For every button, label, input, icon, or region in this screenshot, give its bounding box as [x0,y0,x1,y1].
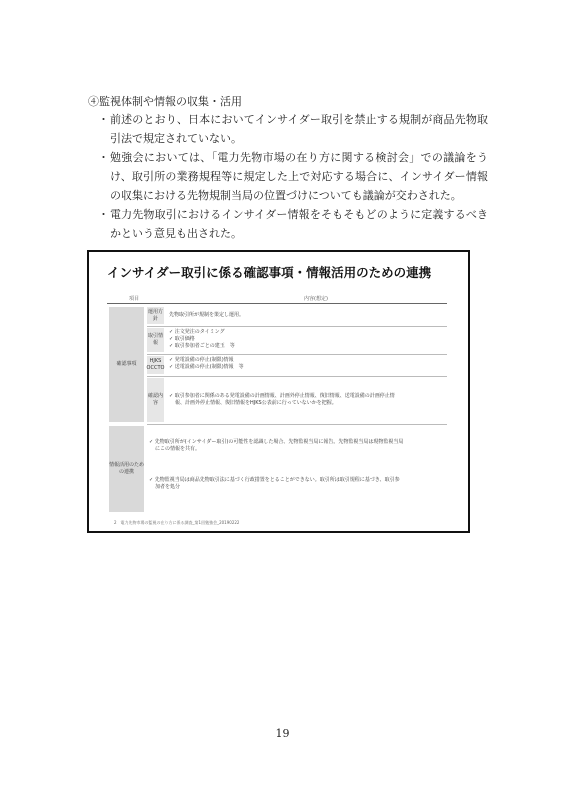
bullet-text: 勉強会においては、「電力先物市場の在り方に関する検討会」での議論をうけ、取引所の業務規程等に規定した上で対応する場合に、インサイダー情報の収集における先物規制当局の位置づけについても議論が交わされた。 [110,151,488,202]
category-confirm-label: 確認事項 [116,361,137,367]
subcategory-cell [147,328,164,352]
link-content [149,477,400,491]
content-line: 報、計画外停止情報、復旧情報をHJKS公表前に行っていないかを把握。 [175,400,337,406]
content-line: ✓ 取引参加者ごとの建玉 等 [169,343,235,349]
row-divider [147,424,447,425]
bullet-item [98,110,488,148]
bullet-mark: ・ [98,113,109,126]
row-content [169,393,395,407]
bullet-mark: ・ [98,208,109,221]
subcategory-cell [147,356,164,374]
subcategory-label: 取引情報 [147,333,163,346]
category-link-cell [109,426,144,512]
subcategory-label: 確認内容 [147,393,163,406]
category-confirm-cell [109,307,144,422]
slide-footnote: 2 電力先物市場の監視の在り方に係る調査_第1回勉強会_20190222 [114,520,240,525]
row-content [169,312,244,319]
content-line: 先物取引所が規制を策定し運用。 [169,312,245,318]
page-number: 19 [275,727,290,740]
subcategory-cell [147,307,164,324]
content-line: ✓ 取引価格 [169,336,195,342]
content-line: ✓ 先物監視当局は商品先物取引法に基づく行政措置をとることができない。取引所は取引規程に基づき、取引参 [149,477,400,483]
row-content [169,329,235,350]
link-content [149,439,403,453]
row-divider [147,326,447,327]
bullet-item [98,205,488,243]
category-link-label: 情報活用のための連携 [109,462,145,475]
content-line: 加者を処分 [155,484,181,490]
row-content [169,357,244,371]
section-heading: ④監視体制や情報の収集・活用 [88,95,242,108]
column-header-item: 項目 [129,296,140,302]
content-line: ✓ 注文発注のタイミング [169,329,225,335]
content-line: にこの情報を共有。 [155,446,201,452]
bullet-mark: ・ [98,151,109,164]
content-line: ✓ 先物取引所が(インサイダー取引)の可能性を認識した場合、先物監視当局に報告。先物監視当局は現物監視当局 [149,439,404,445]
column-header-content: 内容(想定) [304,296,328,302]
slide-figure [87,250,470,533]
content-line: ✓ 取引参加者に関係のある発電設備の計画情報、計画外停止情報、復旧情報、送電設備の計画停止情 [169,393,395,399]
subcategory-label: HJKS OCCTO [146,358,165,371]
bullet-item [98,148,488,205]
row-divider [147,376,447,377]
bullet-text: 電力先物取引におけるインサイダー情報をそもそもどのように定義するべきかという意見も出された。 [110,208,488,240]
header-divider [107,303,447,304]
bullet-text: 前述のとおり、日本においてインサイダー取引を禁止する規制が商品先物取引法で規定されていない。 [110,113,488,145]
slide-title: インサイダー取引に係る確認事項・情報活用のための連携 [107,265,432,280]
subcategory-label: 運用方針 [147,308,163,322]
content-line: ✓ 送電設備の停止(制限)情報 等 [169,364,244,370]
bullet-list [98,110,488,243]
content-line: ✓ 発電設備の停止(制限)情報 [169,357,234,363]
row-divider [147,354,447,355]
subcategory-cell [147,378,164,422]
